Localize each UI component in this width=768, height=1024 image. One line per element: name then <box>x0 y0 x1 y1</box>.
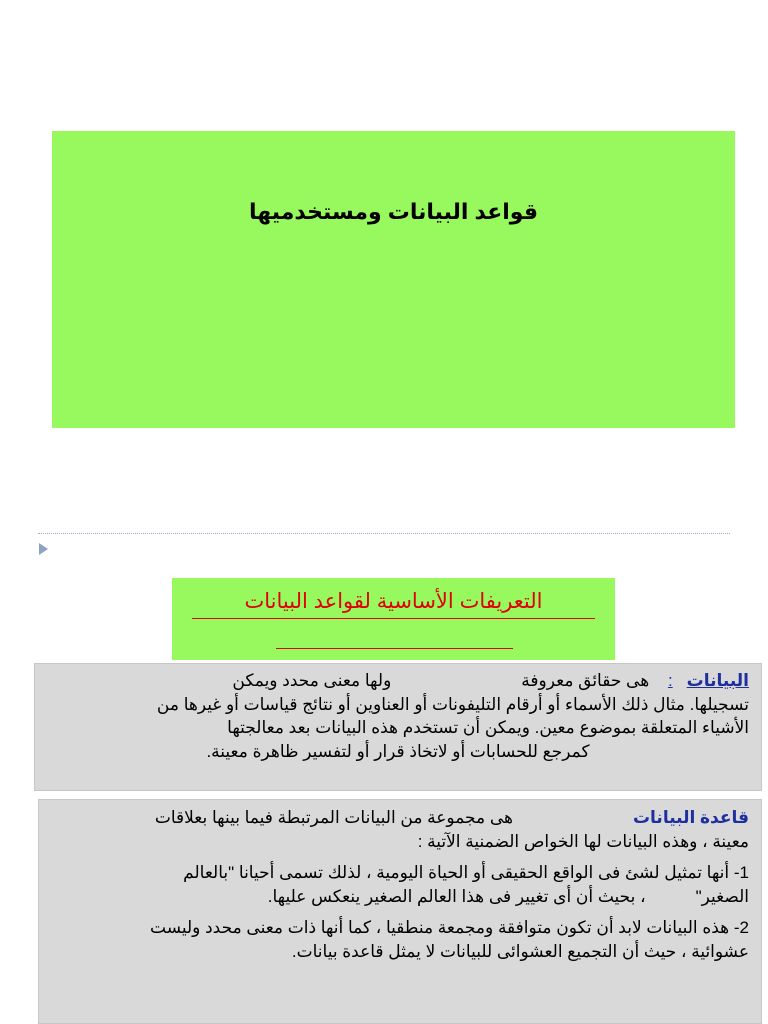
point-line: عشوائية ، حيث أن التجميع العشوائى للبيانات لا يمثل قاعدة بيانات. <box>291 941 749 961</box>
definition-line: الأشياء المتعلقة بموضوع معين. ويمكن أن تستخدم هذه البيانات بعد معالجتها <box>227 718 749 737</box>
point-1 <box>51 861 749 908</box>
point-line: 1- أنها تمثيل لشئ فى الواقع الحقيقى أو الحياة اليومية ، لذلك تسمى أحيانا "بالعالم <box>183 863 749 882</box>
section-heading-box <box>172 578 615 660</box>
definition-line <box>47 669 749 693</box>
slide-title: قواعد البيانات ومستخدميها <box>249 199 538 224</box>
data-definition-box <box>34 663 762 791</box>
point-line: 2- هذه البيانات لابد أن تكون متوافقة ومجمعة منطقيا ، كما أنها ذات معنى محدد وليست <box>150 918 749 937</box>
slide-divider <box>38 533 730 534</box>
term-data: البيانات <box>686 671 749 690</box>
point-text: الصغير" <box>695 886 749 906</box>
definition-text: ولها معنى محدد ويمكن <box>232 671 392 690</box>
heading-underline <box>276 648 513 649</box>
definition-line: معينة ، وهذه البيانات لها الخواص الضمنية الآتية : <box>417 831 749 851</box>
definition-text: هى حقائق معروفة <box>521 671 650 690</box>
definition-line: تسجيلها. مثال ذلك الأسماء أو أرقام التليفونات أو العناوين أو نتائج قياسات أو غيرها من <box>156 694 749 714</box>
point-2 <box>51 916 749 963</box>
term-database: قاعدة البيانات <box>632 808 749 827</box>
term-colon: : <box>667 671 673 690</box>
title-slide <box>52 131 735 428</box>
point-line <box>51 885 749 909</box>
database-definition-box <box>38 799 762 1024</box>
definition-line: كمرجع للحسابات أو لاتخاذ قرار أو لتفسير ظاهرة معينة. <box>206 741 590 761</box>
definition-text: هى مجموعة من البيانات المرتبطة فيما بينها بعلاقات <box>154 808 513 827</box>
point-text: ، بحيث أن أى تغيير فى هذا العالم الصغير ينعكس عليها. <box>267 886 646 906</box>
section-heading: التعريفات الأساسية لقواعد البيانات <box>192 589 595 619</box>
triangle-bullet-icon <box>39 543 48 555</box>
definition-paragraph <box>51 806 749 830</box>
